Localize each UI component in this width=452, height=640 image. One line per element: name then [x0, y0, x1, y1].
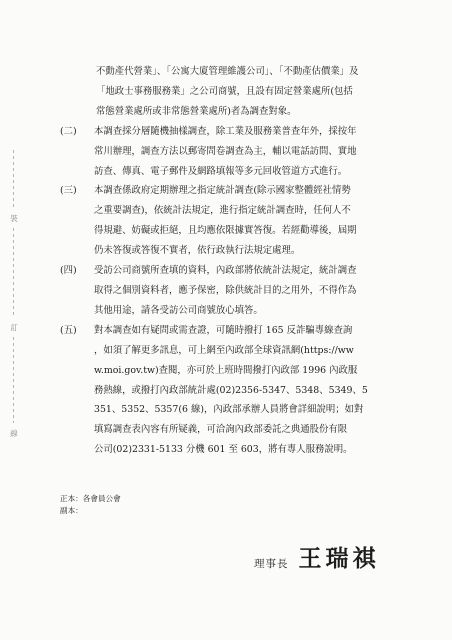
text-line: 仍未答復或答復不實者，依行政執行法規定處理。 — [94, 245, 301, 257]
signature-block — [254, 540, 380, 573]
item-5 — [60, 321, 420, 460]
binding-line-lower — [13, 337, 14, 423]
item-number: (二) — [60, 125, 77, 137]
signatory-name: 王瑞祺 — [298, 546, 380, 572]
text-line: 本調查採分層隨機抽樣調查，除工業及服務業普查年外，採按年 — [94, 125, 357, 137]
copy-recipient-label: 副本： — [60, 505, 83, 515]
text-line: 常川辦理，調查方法以郵寄問卷調查為主，輔以電話訪問、實地 — [94, 145, 357, 157]
item-4 — [60, 261, 420, 321]
item-3 — [60, 181, 420, 261]
main-recipient-value: 各會員公會 — [82, 494, 121, 503]
text-line: 351、5352、5357(6 線)，內政部承辦人員將會詳細說明；如對 — [94, 404, 364, 416]
text-line: 訪查、傳真、電子郵件及網路填報等多元回收管道方式進行。 — [94, 165, 348, 177]
document-body — [60, 62, 420, 460]
main-recipient-label: 正本： — [60, 494, 83, 503]
item-number: (四) — [60, 265, 77, 277]
text-line: 本調查係政府定期辦理之指定統計調查(除示國家整體經社情勢 — [94, 185, 351, 197]
text-line: 「地政士事務服務業」之公司商號，且設有固定營業處所(包括 — [96, 85, 353, 97]
text-line: 得規避、妨礙或拒絕，且均應依限據實答復。若經勸導後，屆期 — [94, 225, 357, 237]
binding-mark-bottom: 線 — [10, 429, 18, 438]
binding-mark-middle: 訂 — [10, 323, 18, 332]
text-line: w.moi.gov.tw)查閱，亦可於上班時間撥打內政部 1996 內政服 — [94, 364, 358, 376]
recipients-block — [60, 493, 121, 516]
text-line: 取得之個別資料者，應予保密，除供統計目的之用外，不得作為 — [94, 284, 357, 296]
text-line: ，如須了解更多訊息，可上網至內政部全球資訊網(https://ww — [94, 344, 354, 356]
main-recipient — [60, 493, 121, 505]
item-number: (五) — [60, 324, 77, 336]
text-line: 其他用途，請各受訪公司商號放心填答。 — [94, 304, 263, 316]
intro-paragraph — [60, 62, 420, 122]
text-line: 對本調查如有疑問或需查證，可隨時撥打 165 反詐騙專線查詢 — [94, 324, 353, 336]
text-line: 受訪公司商號所查填的資料，內政部將依統計法規定，統計調查 — [94, 265, 357, 277]
binding-line-upper — [13, 150, 14, 208]
signatory-title: 理事長 — [254, 558, 289, 570]
item-2 — [60, 122, 420, 182]
text-line: 之重要調查)，依統計法規定，進行指定統計調查時，任何人不 — [94, 205, 351, 217]
binding-line-middle — [13, 228, 14, 318]
text-line: 常態營業處所或非常態營業處所)者為調查對象。 — [96, 105, 297, 117]
copy-recipient — [60, 505, 121, 517]
item-number: (三) — [60, 185, 77, 197]
text-line: 不動產代營業」、「公寓大廈管理維護公司」、「不動產估價業」及 — [96, 66, 359, 77]
text-line: 填寫調查表內容有所疑義，可洽詢內政部委託之典通股份有限 — [94, 424, 348, 436]
binding-mark-top: 裝 — [10, 214, 18, 223]
text-line: 公司(02)2331-5133 分機 601 至 603，將有專人服務說明。 — [94, 444, 353, 456]
text-line: 務熱線，或撥打內政部統計處(02)2356-5347、5348、5349、5 — [94, 384, 368, 396]
